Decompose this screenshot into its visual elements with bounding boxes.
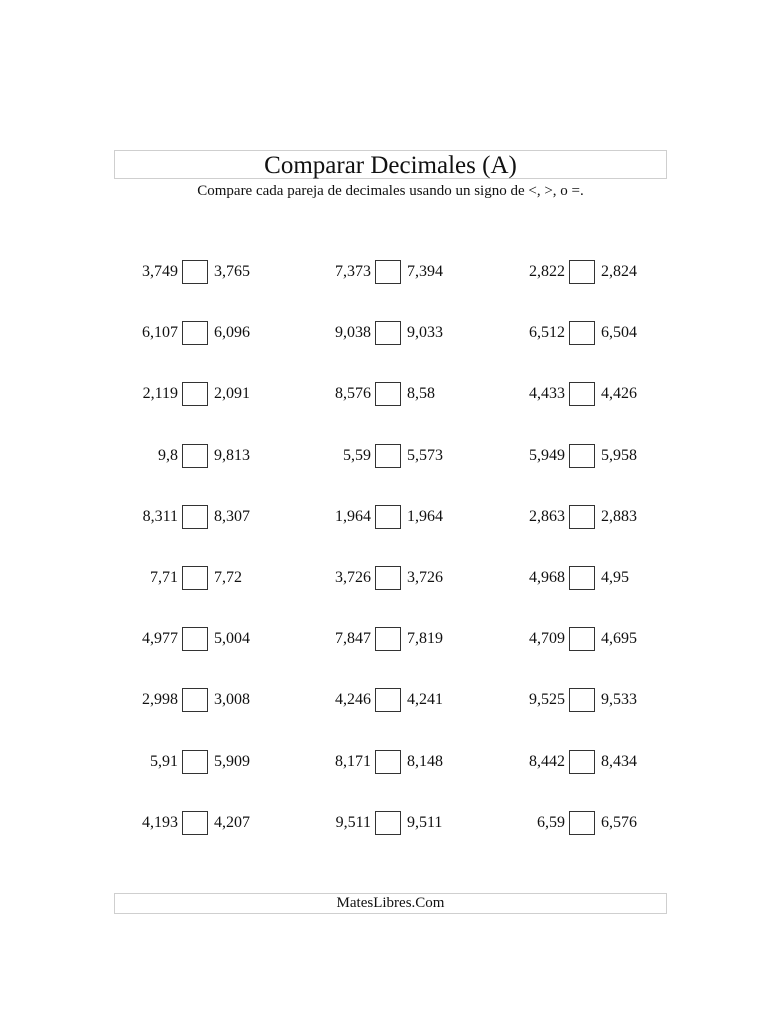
- answer-box[interactable]: [375, 505, 401, 529]
- right-decimal: 9,813: [214, 447, 250, 464]
- answer-box[interactable]: [182, 505, 208, 529]
- left-decimal: 4,968: [529, 569, 565, 586]
- right-decimal: 7,72: [214, 569, 242, 586]
- answer-box[interactable]: [182, 321, 208, 345]
- answer-box[interactable]: [182, 750, 208, 774]
- left-decimal: 8,171: [335, 753, 371, 770]
- left-decimal: 1,964: [335, 508, 371, 525]
- answer-box[interactable]: [569, 444, 595, 468]
- answer-box[interactable]: [569, 505, 595, 529]
- answer-box[interactable]: [182, 260, 208, 284]
- left-decimal: 4,193: [142, 814, 178, 831]
- left-decimal: 2,119: [142, 385, 178, 402]
- right-decimal: 9,533: [601, 691, 637, 708]
- answer-box[interactable]: [375, 566, 401, 590]
- right-decimal: 6,576: [601, 814, 637, 831]
- left-decimal: 6,107: [142, 324, 178, 341]
- left-decimal: 4,433: [529, 385, 565, 402]
- left-decimal: 5,949: [529, 447, 565, 464]
- left-decimal: 7,373: [335, 263, 371, 280]
- right-decimal: 7,819: [407, 630, 443, 647]
- left-decimal: 9,525: [529, 691, 565, 708]
- answer-box[interactable]: [569, 811, 595, 835]
- left-decimal: 4,709: [529, 630, 565, 647]
- right-decimal: 3,765: [214, 263, 250, 280]
- problem-item: [497, 504, 727, 530]
- answer-box[interactable]: [182, 566, 208, 590]
- right-decimal: 5,958: [601, 447, 637, 464]
- left-decimal: 9,038: [335, 324, 371, 341]
- answer-box[interactable]: [569, 566, 595, 590]
- left-decimal: 8,576: [335, 385, 371, 402]
- right-decimal: 2,824: [601, 263, 637, 280]
- answer-box[interactable]: [569, 627, 595, 651]
- right-decimal: 4,695: [601, 630, 637, 647]
- right-decimal: 8,58: [407, 385, 435, 402]
- right-decimal: 8,307: [214, 508, 250, 525]
- answer-box[interactable]: [182, 811, 208, 835]
- left-decimal: 2,863: [529, 508, 565, 525]
- right-decimal: 9,033: [407, 324, 443, 341]
- right-decimal: 2,883: [601, 508, 637, 525]
- answer-box[interactable]: [375, 321, 401, 345]
- left-decimal: 4,977: [142, 630, 178, 647]
- problem-item: [497, 381, 727, 407]
- problem-item: [497, 687, 727, 713]
- right-decimal: 9,511: [407, 814, 443, 831]
- answer-box[interactable]: [375, 260, 401, 284]
- problem-item: [497, 749, 727, 775]
- answer-box[interactable]: [375, 750, 401, 774]
- left-decimal: 3,749: [142, 263, 178, 280]
- right-decimal: 6,504: [601, 324, 637, 341]
- answer-box[interactable]: [569, 260, 595, 284]
- left-decimal: 9,8: [158, 447, 178, 464]
- right-decimal: 4,426: [601, 385, 637, 402]
- left-decimal: 6,512: [529, 324, 565, 341]
- right-decimal: 4,241: [407, 691, 443, 708]
- problem-item: [497, 443, 727, 469]
- problem-item: [497, 259, 727, 285]
- footer: MatesLibres.Com: [114, 893, 667, 914]
- left-decimal: 4,246: [335, 691, 371, 708]
- right-decimal: 7,394: [407, 263, 443, 280]
- answer-box[interactable]: [569, 382, 595, 406]
- answer-box[interactable]: [569, 321, 595, 345]
- right-decimal: 3,008: [214, 691, 250, 708]
- answer-box[interactable]: [182, 627, 208, 651]
- left-decimal: 8,311: [142, 508, 178, 525]
- answer-box[interactable]: [182, 444, 208, 468]
- answer-box[interactable]: [569, 688, 595, 712]
- left-decimal: 7,847: [335, 630, 371, 647]
- answer-box[interactable]: [375, 811, 401, 835]
- answer-box[interactable]: [569, 750, 595, 774]
- left-decimal: 3,726: [335, 569, 371, 586]
- answer-box[interactable]: [182, 688, 208, 712]
- answer-box[interactable]: [375, 444, 401, 468]
- right-decimal: 5,004: [214, 630, 250, 647]
- left-decimal: 5,91: [150, 753, 178, 770]
- problem-item: [497, 810, 727, 836]
- right-decimal: 6,096: [214, 324, 250, 341]
- right-decimal: 3,726: [407, 569, 443, 586]
- instructions-text: Compare cada pareja de decimales usando un signo de <, >, o =.: [197, 183, 584, 199]
- right-decimal: 8,434: [601, 753, 637, 770]
- problem-item: [497, 320, 727, 346]
- right-decimal: 5,909: [214, 753, 250, 770]
- answer-box[interactable]: [375, 627, 401, 651]
- right-decimal: 8,148: [407, 753, 443, 770]
- left-decimal: 5,59: [343, 447, 371, 464]
- answer-box[interactable]: [182, 382, 208, 406]
- problem-item: [497, 565, 727, 591]
- left-decimal: 2,822: [529, 263, 565, 280]
- left-decimal: 2,998: [142, 691, 178, 708]
- left-decimal: 7,71: [150, 569, 178, 586]
- right-decimal: 1,964: [407, 508, 443, 525]
- right-decimal: 4,207: [214, 814, 250, 831]
- right-decimal: 2,091: [214, 385, 250, 402]
- answer-box[interactable]: [375, 688, 401, 712]
- right-decimal: 4,95: [601, 569, 629, 586]
- right-decimal: 5,573: [407, 447, 443, 464]
- problem-item: [497, 626, 727, 652]
- page-title: Comparar Decimales (A): [264, 152, 517, 179]
- answer-box[interactable]: [375, 382, 401, 406]
- left-decimal: 8,442: [529, 753, 565, 770]
- left-decimal: 6,59: [537, 814, 565, 831]
- left-decimal: 9,511: [335, 814, 371, 831]
